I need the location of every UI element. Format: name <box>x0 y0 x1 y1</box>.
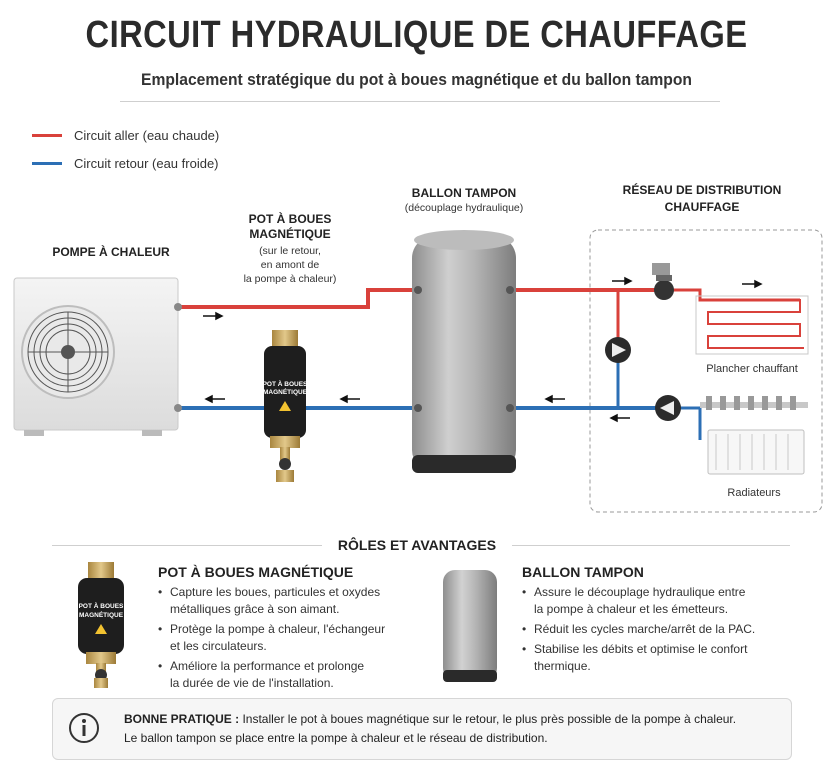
mud-pot-title-line2: MAGNÉTIQUE <box>249 227 331 241</box>
roles-divider-left <box>52 545 322 546</box>
manifold <box>700 396 808 410</box>
buffer-tank <box>412 230 516 473</box>
mud-pot-note-line2: en amont de <box>260 259 320 271</box>
three-way-valve <box>652 263 674 300</box>
list-item: • Capture les boues, particules et oxydes métalliques grâce à son aimant. <box>158 584 408 618</box>
best-practice-line2: Le ballon tampon se place entre la pompe à chaleur et le réseau de distribution. <box>124 731 548 745</box>
network-title-line1: RÉSEAU DE DISTRIBUTION <box>622 183 782 197</box>
radiator <box>708 430 804 474</box>
legend-label-hot: Circuit aller (eau chaude) <box>74 128 220 143</box>
floor-heating-coil <box>700 300 804 348</box>
list-item: • Stabilise les débits et optimise le confort thermique. <box>522 641 792 675</box>
buffer-tank-benefits-list <box>522 584 792 678</box>
mud-pot-note-line1: (sur le retour, <box>259 245 321 257</box>
info-icon <box>68 712 100 744</box>
list-item: • Assure le découplage hydraulique entre la pompe à chaleur et les émetteurs. <box>522 584 792 618</box>
page-title: CIRCUIT HYDRAULIQUE DE CHAUFFAGE <box>85 14 748 56</box>
circulator-pump-return <box>655 395 681 421</box>
mud-pot-device <box>263 330 308 482</box>
buffer-tank-title: BALLON TAMPON <box>411 186 517 200</box>
best-practice-label: BONNE PRATIQUE : <box>124 712 240 726</box>
radiators-label: Radiateurs <box>727 487 781 499</box>
hot-pipe-segment-1 <box>178 290 412 307</box>
mud-pot-card-text2: MAGNÉTIQUE <box>78 612 124 619</box>
buffer-tank-card-title: BALLON TAMPON <box>522 564 644 580</box>
mud-pot-illustration <box>66 560 136 690</box>
network-title <box>602 182 802 216</box>
best-practice-line1: Installer le pot à boues magnétique sur le retour, le plus près possible de la pompe à chaleur. <box>239 712 737 726</box>
list-item: • Protège la pompe à chaleur, l'échangeur et les circulateurs. <box>158 621 408 655</box>
page-subtitle: Emplacement stratégique du pot à boues magnétique et du ballon tampon <box>141 70 692 89</box>
hot-pipe-segment-3 <box>660 290 800 300</box>
network-title-line2: CHAUFFAGE <box>664 200 740 214</box>
mud-pot-device-text2: MAGNÉTIQUE <box>262 389 308 396</box>
circulator-pump-bypass <box>605 337 631 363</box>
legend-label-cold: Circuit retour (eau froide) <box>74 156 219 171</box>
mud-pot-device-text1: POT À BOUES <box>262 381 308 388</box>
mud-pot-note-line3: la pompe à chaleur) <box>243 273 337 285</box>
buffer-tank-illustration <box>440 568 500 686</box>
mud-pot-card-title: POT À BOUES MAGNÉTIQUE <box>158 564 354 580</box>
list-item: • Réduit les cycles marche/arrêt de la PAC. <box>522 621 792 638</box>
mud-pot-note <box>230 244 350 286</box>
heat-pump-title: POMPE À CHALEUR <box>52 245 170 259</box>
floor-heating-label: Plancher chauffant <box>706 363 798 375</box>
best-practice-text <box>124 710 784 748</box>
buffer-tank-note: (découplage hydraulique) <box>404 202 524 214</box>
roles-divider-right <box>512 545 790 546</box>
roles-section-title: RÔLES ET AVANTAGES <box>337 537 497 553</box>
list-item: • Améliore la performance et prolonge la durée de vie de l'installation. <box>158 658 408 692</box>
mud-pot-title-line1: POT À BOUES <box>248 212 332 226</box>
mud-pot-title <box>230 212 350 242</box>
mud-pot-card-text1: POT À BOUES <box>78 603 124 610</box>
heat-pump-unit <box>14 278 182 436</box>
mud-pot-benefits-list <box>158 584 408 695</box>
